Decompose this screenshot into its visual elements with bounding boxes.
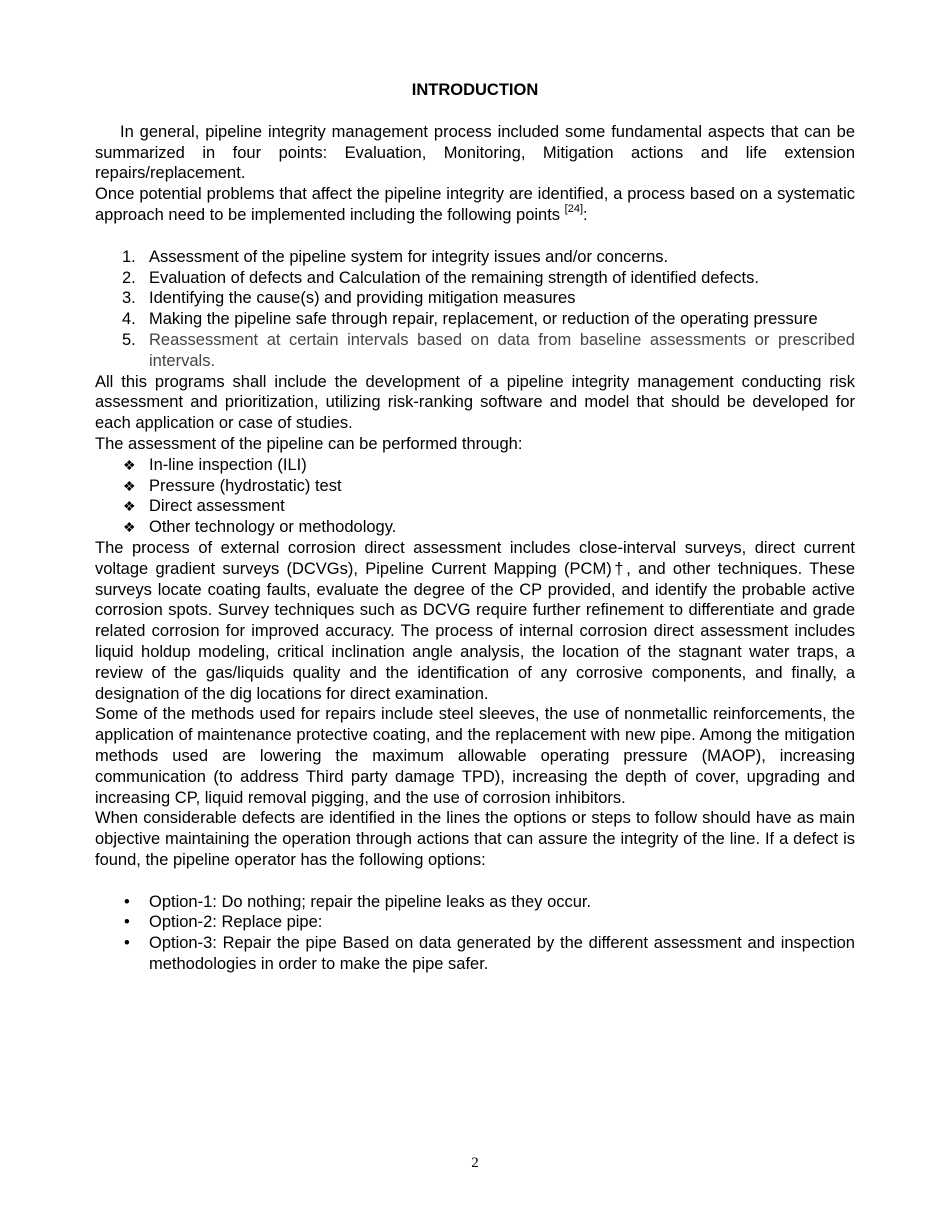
list-item [95,247,855,268]
list-item-text: In-line inspection (ILI) [149,455,307,474]
list-item-text: Assessment of the pipeline system for integrity issues and/or concerns. [149,247,669,266]
citation-ref: [24] [564,203,584,216]
list-number: 5. [122,330,136,349]
paragraph-repairs: Some of the methods used for repairs include steel sleeves, the use of nonmetallic reinforcements, the application of maintenance protective coating, and the replacement with new pipe. Among the mitigation methods used are lowering the maximum allowable operating pressure (MAOP), increasing communication (to address Third party damage TPD), increasing the depth of cover, upgrading and increasing CP, liquid removal pigging, and the use of corrosion inhibitors. [95,705,855,807]
list-item [95,268,855,289]
paragraph-programs: All this programs shall include the development of a pipeline integrity management conducting risk assessment and prioritization, utilizing risk-ranking software and model that should be developed for each application or case of studies. [95,372,855,433]
list-item-text: Pressure (hydrostatic) test [149,476,342,495]
list-item [95,309,855,330]
options-list [95,892,855,975]
document-page [95,80,855,975]
page-number: 2 [471,1155,479,1171]
diamond-bullet-icon: ❖ [123,519,136,536]
list-item-text: Evaluation of defects and Calculation of the remaining strength of identified defects. [149,268,759,287]
list-item-text: Making the pipeline safe through repair, replacement, or reduction of the operating pressure [149,310,818,329]
list-item [95,912,855,933]
bullet-icon: • [124,934,130,953]
paragraph-approach [95,184,855,226]
list-number: 3. [122,289,136,308]
methods-list [95,455,855,538]
diamond-bullet-icon: ❖ [123,498,136,515]
paragraph-defects: When considerable defects are identified in the lines the options or steps to follow should have as main objective maintaining the operation through actions that can assure the integrity of the line. If a defect is found, the pipeline operator has the following options: [95,809,855,869]
paragraph-external-corrosion: The process of external corrosion direct assessment includes close-interval surveys, direct current voltage gradient surveys (DCVGs), Pipeline Current Mapping (PCM)†, and other techniques. These surveys locate coating faults, evaluate the degree of the CP provided, and identify the probable active corrosion spots. Survey techniques such as DCVG require further refinement to differentiate and grade related corrosion for improved accuracy. The process of internal corrosion direct assessment includes liquid holdup modeling, critical inclination angle analysis, the location of the stagnant water traps, a review of the gas/liquids quality and the identification of any corrosive components, and finally, a designation of the dig locations for direct examination. [95,538,855,703]
list-item [95,496,855,517]
list-item [95,517,855,538]
list-item [95,455,855,476]
list-item [95,330,855,372]
numbered-list [95,247,855,372]
paragraph-approach-text: Once potential problems that affect the pipeline integrity are identified, a process based on a systematic approach need to be implemented including the following points [95,185,855,224]
list-item-text: Identifying the cause(s) and providing mitigation measures [149,289,576,308]
spacer [95,871,855,892]
section-title: INTRODUCTION [411,81,539,99]
list-item-text: Option-1: Do nothing; repair the pipeline leaks as they occur. [149,892,592,911]
list-item-text: Direct assessment [149,497,285,516]
list-item-text: Other technology or methodology. [149,518,397,537]
list-item [95,892,855,913]
list-item [95,933,855,975]
list-item-text: Option-3: Repair the pipe Based on data generated by the different assessment and inspection methodologies in order to make the pipe safer. [149,934,855,974]
spacer [95,226,855,247]
list-number: 1. [122,247,136,266]
list-item [95,476,855,497]
paragraph-approach-end: : [583,205,588,224]
list-number: 2. [122,268,136,287]
bullet-icon: • [124,892,130,911]
list-item-text: Reassessment at certain intervals based on data from baseline assessments or prescribed intervals. [149,330,855,370]
diamond-bullet-icon: ❖ [123,456,136,473]
paragraph-assessment: The assessment of the pipeline can be performed through: [95,434,523,453]
list-number: 4. [122,310,136,329]
paragraph-intro: In general, pipeline integrity management process included some fundamental aspects that can be summarized in four points: Evaluation, Monitoring, Mitigation actions and life extension repairs/replacement. [95,122,855,183]
list-item-text: Option-2: Replace pipe: [149,913,323,932]
diamond-bullet-icon: ❖ [123,477,136,494]
bullet-icon: • [124,913,130,932]
list-item [95,288,855,309]
